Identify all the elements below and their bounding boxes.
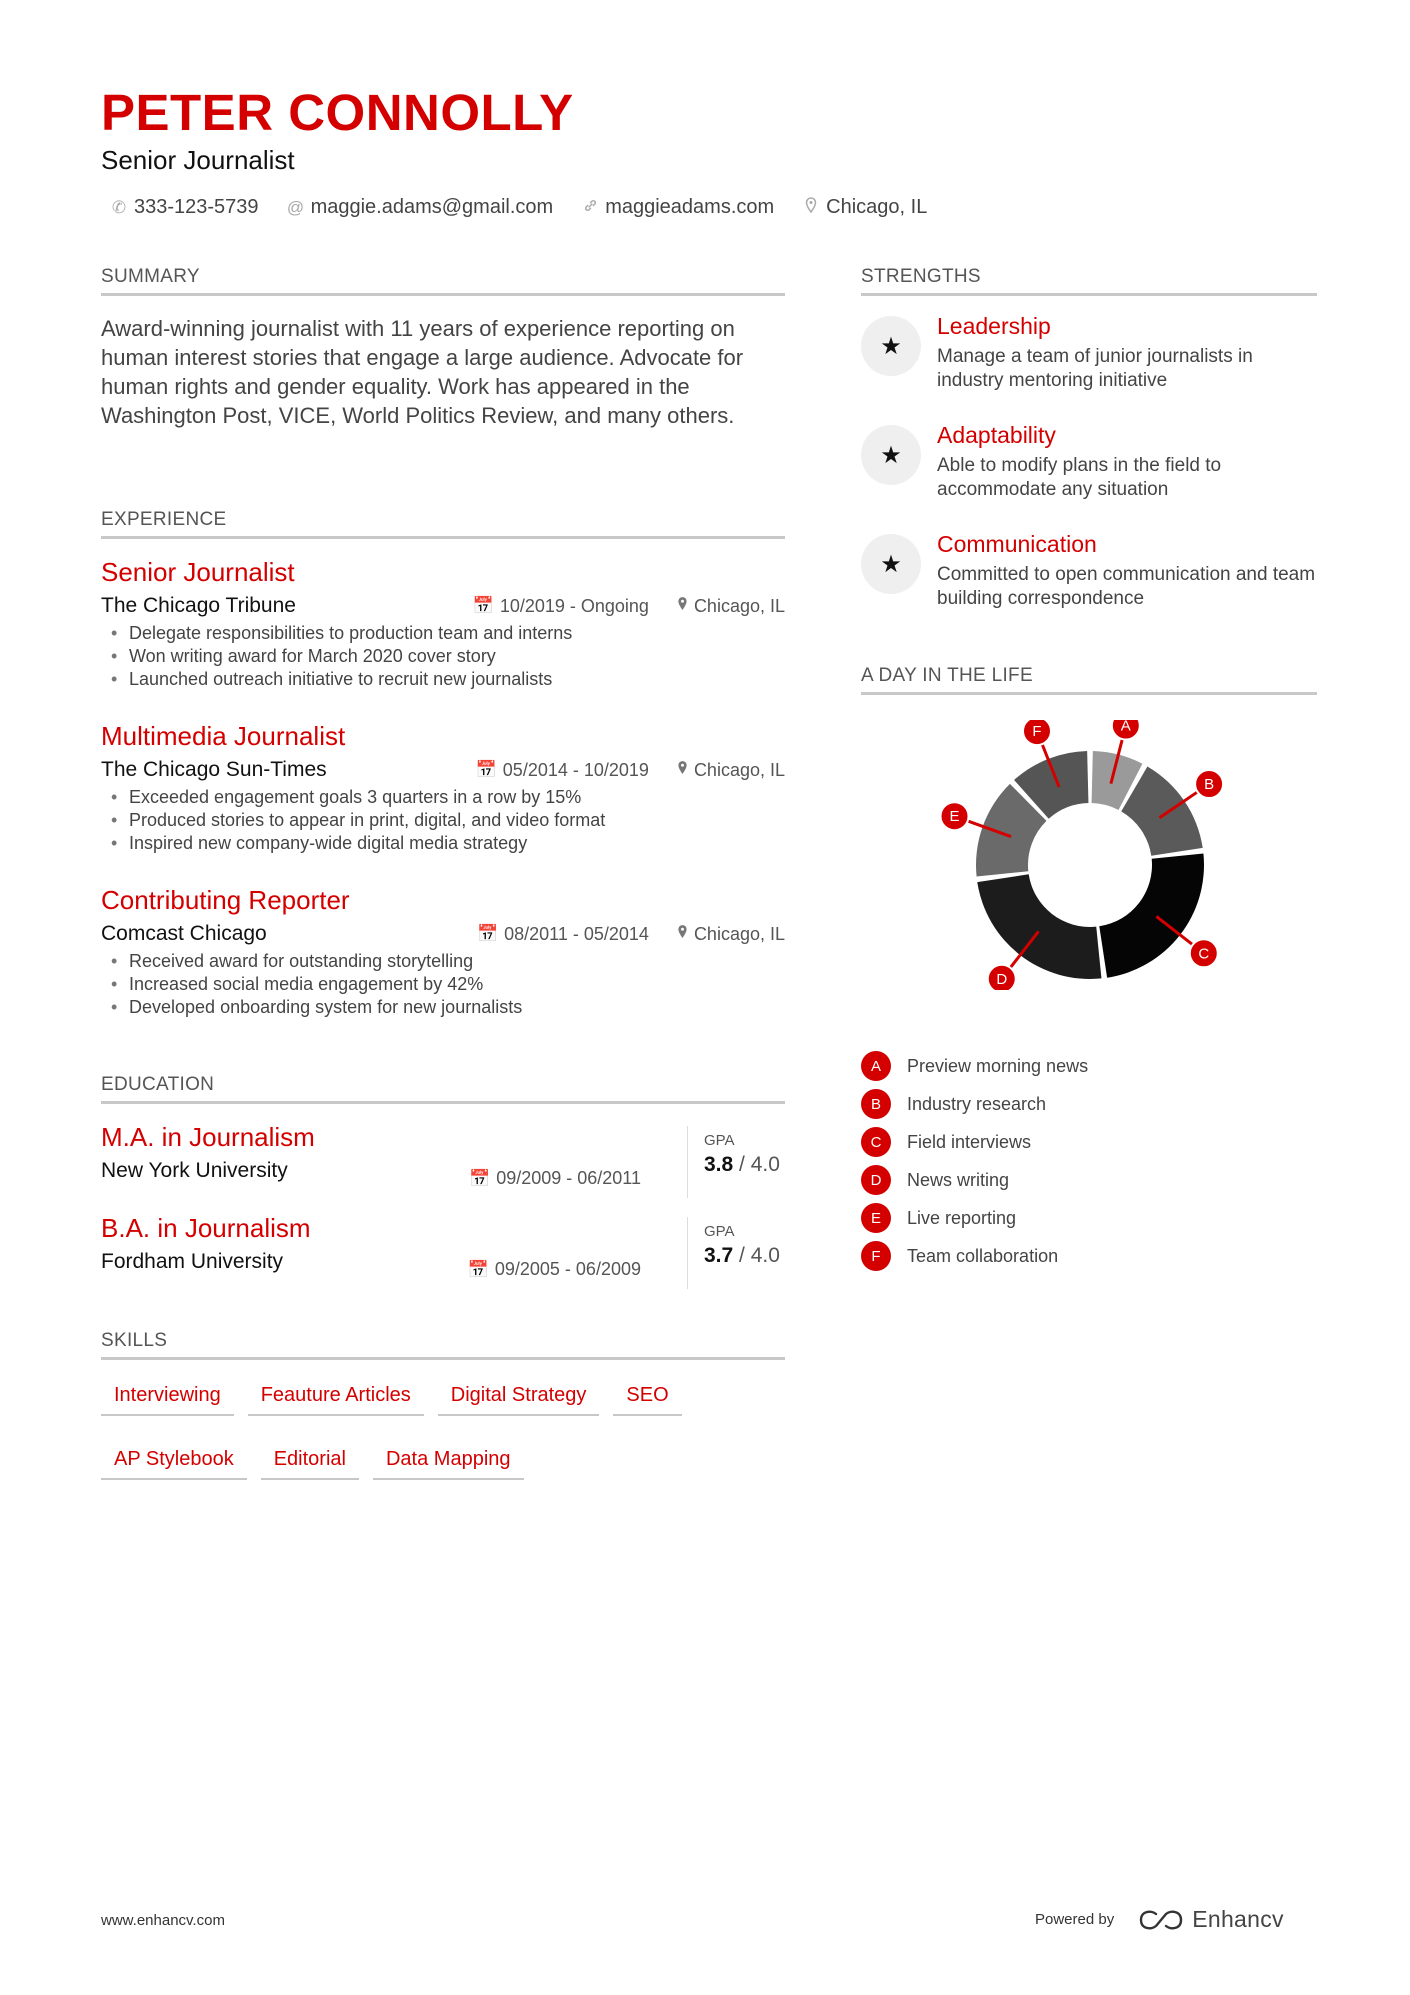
- experience-company: Comcast Chicago: [101, 922, 267, 946]
- gpa-max: / 4.0: [733, 1153, 780, 1176]
- enhancv-brand-text: Enhancv: [1192, 1906, 1284, 1932]
- calendar-icon: 📅: [472, 596, 494, 616]
- experience-bullets: [101, 950, 785, 1019]
- enhancv-logo-icon: [1138, 1909, 1184, 1931]
- experience-dates: 05/2014 - 10/2019: [502, 759, 649, 780]
- at-icon: @: [286, 197, 305, 217]
- donut-label: D: [996, 970, 1008, 988]
- experience-role: Contributing Reporter: [101, 885, 350, 915]
- donut-label: A: [1120, 720, 1131, 735]
- legend-label: Preview morning news: [907, 1055, 1089, 1076]
- bullet-item: • Inspired new company-wide digital media strategy: [101, 832, 785, 855]
- skill-tag: Data Mapping: [373, 1442, 524, 1480]
- experience-company: The Chicago Tribune: [101, 594, 296, 618]
- strength-item: [861, 313, 1317, 393]
- skills-list: [101, 1378, 785, 1506]
- gpa-max: / 4.0: [733, 1244, 780, 1267]
- gpa-value: 3.8: [704, 1153, 734, 1176]
- calendar-icon: 📅: [469, 1168, 491, 1188]
- legend-badge: D: [861, 1165, 891, 1195]
- legend-badge: B: [861, 1089, 891, 1119]
- legend-item: [861, 1123, 1088, 1161]
- bullet-item: • Developed onboarding system for new journalists: [101, 996, 785, 1019]
- location-pin-icon: [677, 760, 688, 780]
- powered-by-text: Powered by: [1035, 1911, 1115, 1928]
- experience-role: Multimedia Journalist: [101, 721, 346, 751]
- strength-desc: Committed to open communication and team building correspondence: [937, 563, 1316, 609]
- donut-label: C: [1198, 945, 1210, 963]
- legend-item: [861, 1085, 1088, 1123]
- bullet-item: • Exceeded engagement goals 3 quarters in a row by 15%: [101, 786, 785, 809]
- location-pin-icon: [677, 596, 688, 616]
- experience-dates: 10/2019 - Ongoing: [499, 595, 649, 616]
- experience-item: [101, 557, 785, 691]
- donut-label: E: [949, 808, 960, 826]
- contact-email[interactable]: [287, 196, 554, 219]
- bullet-item: • Increased social media engagement by 42%: [101, 973, 785, 996]
- contact-location-text: Chicago, IL: [826, 196, 928, 218]
- location-pin-icon: [677, 924, 688, 944]
- strength-title: Leadership: [937, 313, 1051, 339]
- education-item: [101, 1122, 785, 1202]
- gpa-label: GPA: [704, 1132, 735, 1149]
- strength-desc: Manage a team of junior journalists in industry mentoring initiative: [937, 345, 1253, 391]
- experience-heading: EXPERIENCE: [101, 509, 785, 539]
- gpa-block: [687, 1126, 780, 1198]
- calendar-icon: 📅: [476, 924, 499, 944]
- legend-label: Live reporting: [907, 1207, 1017, 1228]
- candidate-title: Senior Journalist: [101, 145, 295, 175]
- experience-role: Senior Journalist: [101, 557, 295, 587]
- contact-location: [802, 196, 927, 219]
- contact-email-text: maggie.adams@gmail.com: [310, 196, 554, 218]
- location-icon: [802, 197, 820, 218]
- legend-item: [861, 1161, 1088, 1199]
- education-dates: 09/2009 - 06/2011: [496, 1168, 641, 1188]
- skill-tag: AP Stylebook: [101, 1442, 247, 1480]
- legend-badge: E: [861, 1203, 891, 1233]
- experience-dates: 08/2011 - 05/2014: [504, 923, 649, 944]
- education-item: [101, 1213, 785, 1293]
- experience-location: Chicago, IL: [693, 923, 785, 944]
- skill-tag: Interviewing: [101, 1378, 234, 1416]
- legend-badge: A: [861, 1051, 891, 1081]
- skills-heading: SKILLS: [101, 1330, 785, 1360]
- education-degree: M.A. in Journalism: [101, 1122, 315, 1152]
- enhancv-logo[interactable]: [1138, 1906, 1284, 1933]
- experience-item: [101, 721, 785, 855]
- bullet-item: • Launched outreach initiative to recruit new journalists: [101, 668, 785, 691]
- strength-title: Communication: [937, 531, 1097, 557]
- contact-phone[interactable]: [110, 196, 259, 219]
- skill-tag: Digital Strategy: [438, 1378, 600, 1416]
- legend-item: [861, 1237, 1088, 1275]
- legend-label: News writing: [907, 1169, 1010, 1190]
- contact-bar: [110, 196, 955, 219]
- donut-label: B: [1204, 776, 1215, 794]
- link-icon: [581, 198, 599, 218]
- star-icon: ★: [861, 316, 921, 376]
- legend-badge: F: [861, 1241, 891, 1271]
- star-icon: ★: [861, 425, 921, 485]
- legend-item: [861, 1047, 1088, 1085]
- legend-label: Team collaboration: [907, 1245, 1059, 1266]
- strength-item: [861, 422, 1317, 502]
- skill-tag: Feauture Articles: [248, 1378, 424, 1416]
- experience-bullets: [101, 622, 785, 691]
- education-degree: B.A. in Journalism: [101, 1213, 311, 1243]
- legend-item: [861, 1199, 1088, 1237]
- strength-title: Adaptability: [937, 422, 1056, 448]
- bullet-item: • Won writing award for March 2020 cover story: [101, 645, 785, 668]
- calendar-icon: 📅: [467, 1259, 489, 1279]
- experience-company: The Chicago Sun-Times: [101, 758, 327, 782]
- calendar-icon: 📅: [475, 760, 497, 780]
- day-in-life-donut-chart: [940, 720, 1240, 990]
- experience-item: [101, 885, 785, 1019]
- gpa-label: GPA: [704, 1223, 735, 1240]
- footer-branding: [1035, 1906, 1284, 1933]
- summary-text: Award-winning journalist with 11 years of experience reporting on human interest stories that engage a large audience. Advocate for human rights and gender equality. Work has appeared in the Washington Post, VICE, World Politics Review, and many others.: [101, 316, 744, 428]
- experience-location: Chicago, IL: [693, 759, 785, 780]
- legend-label: Field interviews: [907, 1131, 1032, 1152]
- education-heading: EDUCATION: [101, 1074, 785, 1104]
- chart-legend: [861, 1047, 1088, 1275]
- candidate-name: PETER CONNOLLY: [101, 84, 574, 141]
- legend-label: Industry research: [907, 1093, 1047, 1114]
- contact-phone-text: 333-123-5739: [134, 196, 259, 218]
- bullet-item: • Produced stories to appear in print, digital, and video format: [101, 809, 785, 832]
- star-icon: ★: [861, 534, 921, 594]
- experience-location: Chicago, IL: [693, 595, 785, 616]
- strength-desc: Able to modify plans in the field to accommodate any situation: [937, 454, 1222, 500]
- strengths-heading: STRENGTHS: [861, 266, 1317, 296]
- skill-tag: Editorial: [261, 1442, 359, 1480]
- skill-tag: SEO: [613, 1378, 681, 1416]
- contact-website[interactable]: [581, 196, 774, 219]
- day-in-life-heading: A DAY IN THE LIFE: [861, 665, 1317, 695]
- donut-slice-d: [977, 874, 1101, 979]
- education-school: New York University: [101, 1159, 288, 1183]
- strength-item: [861, 531, 1317, 611]
- education-dates: 09/2005 - 06/2009: [494, 1259, 641, 1279]
- bullet-item: • Delegate responsibilities to production team and interns: [101, 622, 785, 645]
- contact-website-text: maggieadams.com: [605, 196, 775, 218]
- summary-heading: SUMMARY: [101, 266, 785, 296]
- education-school: Fordham University: [101, 1250, 284, 1274]
- bullet-item: • Received award for outstanding storytelling: [101, 950, 785, 973]
- footer-website[interactable]: www.enhancv.com: [101, 1912, 225, 1929]
- experience-bullets: [101, 786, 785, 855]
- gpa-block: [687, 1217, 780, 1289]
- donut-slice-c: [1099, 854, 1204, 978]
- phone-icon: ✆: [111, 197, 127, 217]
- legend-badge: C: [861, 1127, 891, 1157]
- donut-label: F: [1032, 723, 1042, 741]
- gpa-value: 3.7: [704, 1244, 734, 1267]
